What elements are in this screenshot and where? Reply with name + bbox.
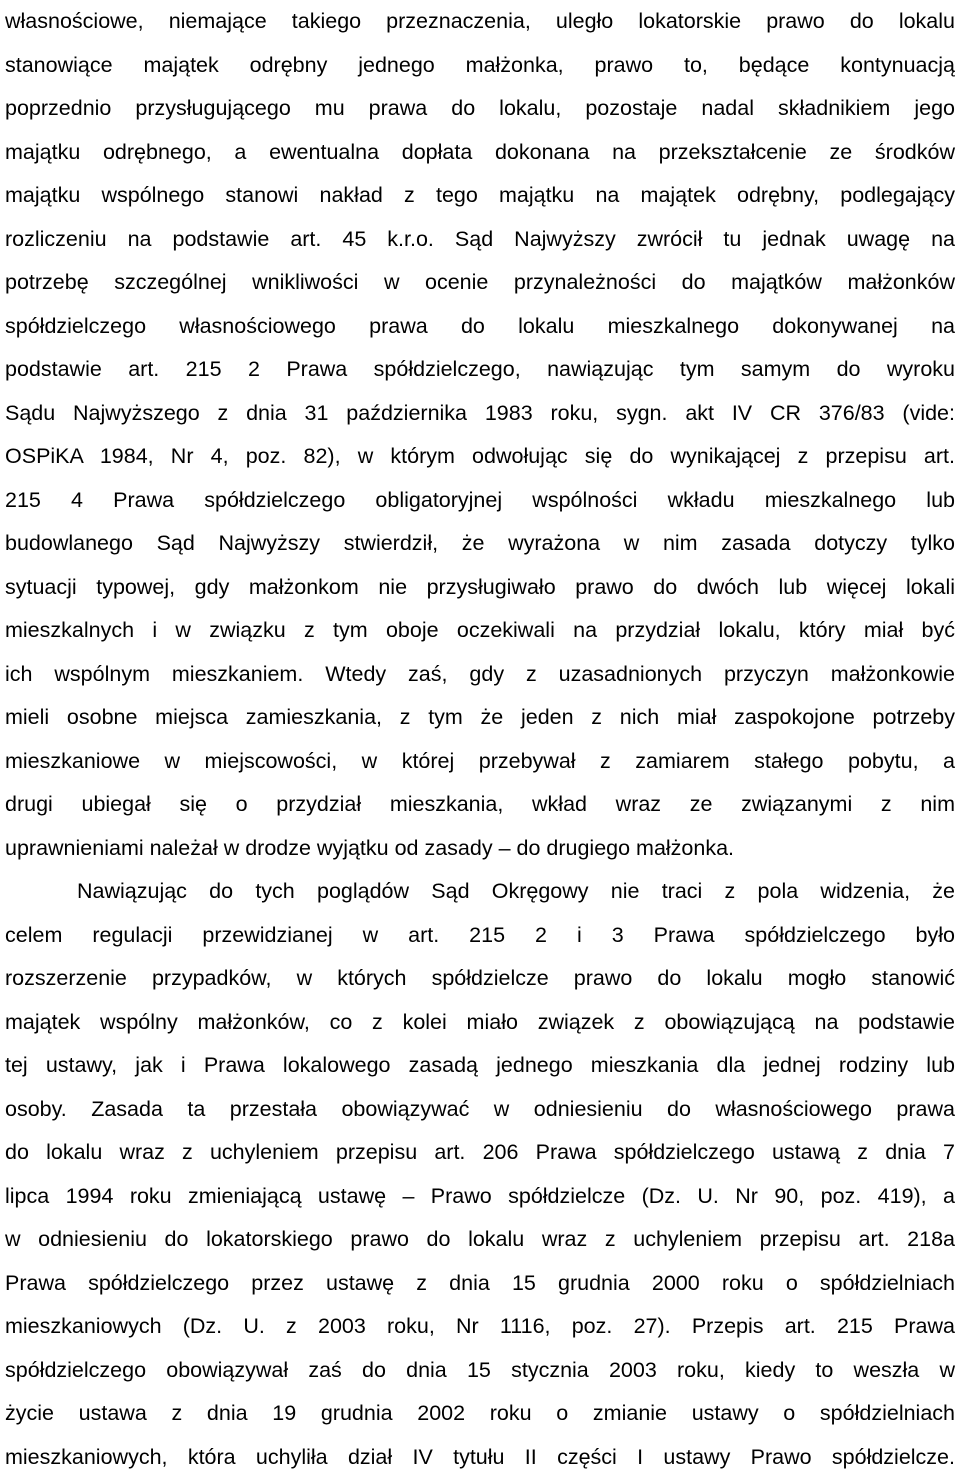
text-line: uprawnieniami należał w drodze wyjątku od zasady – do drugiego małżonka. xyxy=(5,827,955,871)
text-line: majątku wspólnego stanowi nakład z tego majątku na majątek odrębny, podlegający xyxy=(5,174,955,218)
paragraph-2 xyxy=(5,870,955,1479)
text-line: Prawa spółdzielczego przez ustawę z dnia 15 grudnia 2000 roku o spółdzielniach xyxy=(5,1262,955,1306)
text-line: mieszkaniowe w miejscowości, w której przebywał z zamiarem stałego pobytu, a xyxy=(5,740,955,784)
text-line: tej ustawy, jak i Prawa lokalowego zasadą jednego mieszkania dla jednej rodziny lub xyxy=(5,1044,955,1088)
text-line: drugi ubiegał się o przydział mieszkania, wkład wraz ze związanymi z nim xyxy=(5,783,955,827)
text-line: rozszerzenie przypadków, w których spółdzielcze prawo do lokalu mogło stanowić xyxy=(5,957,955,1001)
text-line: sytuacji typowej, gdy małżonkom nie przysługiwało prawo do dwóch lub więcej lokali xyxy=(5,566,955,610)
text-line: mieli osobne miejsca zamieszkania, z tym że jeden z nich miał zaspokojone potrzeby xyxy=(5,696,955,740)
text-line: osoby. Zasada ta przestała obowiązywać w odniesieniu do własnościowego prawa xyxy=(5,1088,955,1132)
text-line: rozliczeniu na podstawie art. 45 k.r.o. Sąd Najwyższy zwrócił tu jednak uwagę na xyxy=(5,218,955,262)
text-line: Sądu Najwyższego z dnia 31 października 1983 roku, sygn. akt IV CR 376/83 (vide: xyxy=(5,392,955,436)
text-line: mieszkalnych i w związku z tym oboje oczekiwali na przydział lokalu, który miał być xyxy=(5,609,955,653)
text-line: stanowiące majątek odrębny jednego małżonka, prawo to, będące kontynuacją xyxy=(5,44,955,88)
text-line: ich wspólnym mieszkaniem. Wtedy zaś, gdy z uzasadnionych przyczyn małżonkowie xyxy=(5,653,955,697)
text-line: mieszkaniowych, która uchyliła dział IV tytułu II części I ustawy Prawo spółdzielcze. xyxy=(5,1436,955,1479)
text-line: mieszkaniowych (Dz. U. z 2003 roku, Nr 1116, poz. 27). Przepis art. 215 Prawa xyxy=(5,1305,955,1349)
text-line: Nawiązując do tych poglądów Sąd Okręgowy nie traci z pola widzenia, że xyxy=(5,870,955,914)
text-line: spółdzielczego własnościowego prawa do lokalu mieszkalnego dokonywanej na xyxy=(5,305,955,349)
text-line: poprzednio przysługującego mu prawa do lokalu, pozostaje nadal składnikiem jego xyxy=(5,87,955,131)
text-line: OSPiKA 1984, Nr 4, poz. 82), w którym odwołując się do wynikającej z przepisu art. xyxy=(5,435,955,479)
text-line: budowlanego Sąd Najwyższy stwierdził, że wyrażona w nim zasada dotyczy tylko xyxy=(5,522,955,566)
text-line: majątek wspólny małżonków, co z kolei miało związek z obowiązującą na podstawie xyxy=(5,1001,955,1045)
text-line: 215 4 Prawa spółdzielczego obligatoryjnej wspólności wkładu mieszkalnego lub xyxy=(5,479,955,523)
text-line: celem regulacji przewidzianej w art. 215 2 i 3 Prawa spółdzielczego było xyxy=(5,914,955,958)
text-line: majątku odrębnego, a ewentualna dopłata dokonana na przekształcenie ze środków xyxy=(5,131,955,175)
text-line: życie ustawa z dnia 19 grudnia 2002 roku o zmianie ustawy o spółdzielniach xyxy=(5,1392,955,1436)
paragraph-1 xyxy=(5,0,955,870)
text-line: własnościowe, niemające takiego przeznaczenia, uległo lokatorskie prawo do lokalu xyxy=(5,0,955,44)
text-line: w odniesieniu do lokatorskiego prawo do lokalu wraz z uchyleniem przepisu art. 218a xyxy=(5,1218,955,1262)
text-line: lipca 1994 roku zmieniającą ustawę – Prawo spółdzielcze (Dz. U. Nr 90, poz. 419), a xyxy=(5,1175,955,1219)
text-line: spółdzielczego obowiązywał zaś do dnia 15 stycznia 2003 roku, kiedy to weszła w xyxy=(5,1349,955,1393)
text-line: podstawie art. 215 2 Prawa spółdzielczego, nawiązując tym samym do wyroku xyxy=(5,348,955,392)
text-line: do lokalu wraz z uchyleniem przepisu art. 206 Prawa spółdzielczego ustawą z dnia 7 xyxy=(5,1131,955,1175)
text-line: potrzebę szczególnej wnikliwości w ocenie przynależności do majątków małżonków xyxy=(5,261,955,305)
document-page xyxy=(5,0,955,1479)
